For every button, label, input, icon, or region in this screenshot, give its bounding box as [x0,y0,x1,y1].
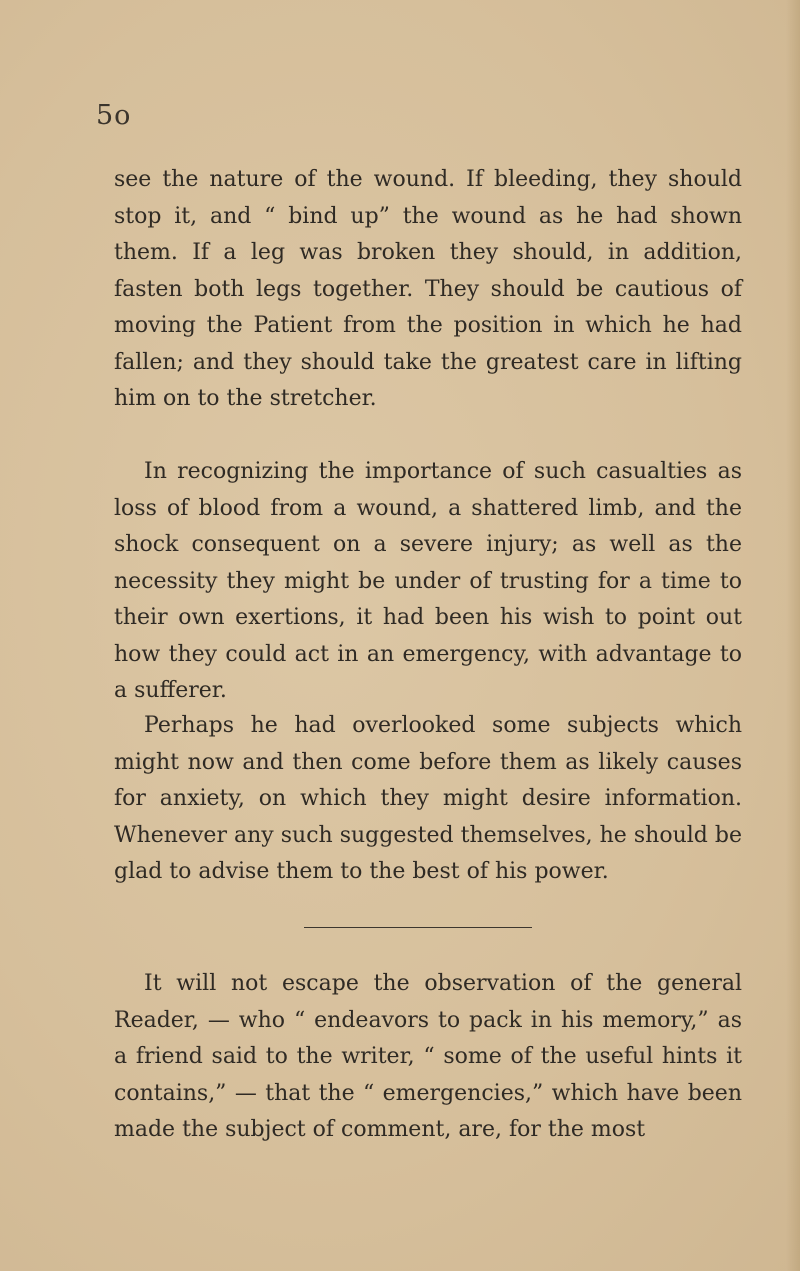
paragraph [114,162,742,418]
paragraph-text: In recognizing the importance of such casualties as loss of blood from a wound, a shattered limb, and the shock consequent on a severe injury; as well as the necessity they might be under of trusting for a time to their own exertions, it had been his wish to point out how they could act in an emergency, with advantage to a sufferer. [114,459,742,703]
paragraph-text: see the nature of the wound. If bleeding, they should stop it, and “ bind up” the wound as he had shown them. If a leg was broken they should, in addition, fasten both legs together. They should be cautious of moving the Patient from the position in which he had fallen; and they should take the greatest care in lifting him on to the stretcher. [114,167,742,411]
section-divider-rule [304,927,532,928]
paragraph-text: It will not escape the observation of the general Reader, — who “ endeavors to pack in his memory,” as a friend said to the writer, “ some of the useful hints it contains,” — that the “ emergencies,” which have been made the subject of comment, are, for the most [114,971,742,1142]
page-number: 5o [96,100,132,131]
page-edge-shadow [786,0,800,1271]
paragraph [114,966,742,1149]
paragraph [114,708,742,891]
paragraph [114,454,742,710]
paragraph-text: Perhaps he had overlooked some subjects which might now and then come before them as likely causes for anxiety, on which they might desire information. Whenever any such suggested themselves, he should be glad to advise them to the best of his power. [114,713,742,884]
